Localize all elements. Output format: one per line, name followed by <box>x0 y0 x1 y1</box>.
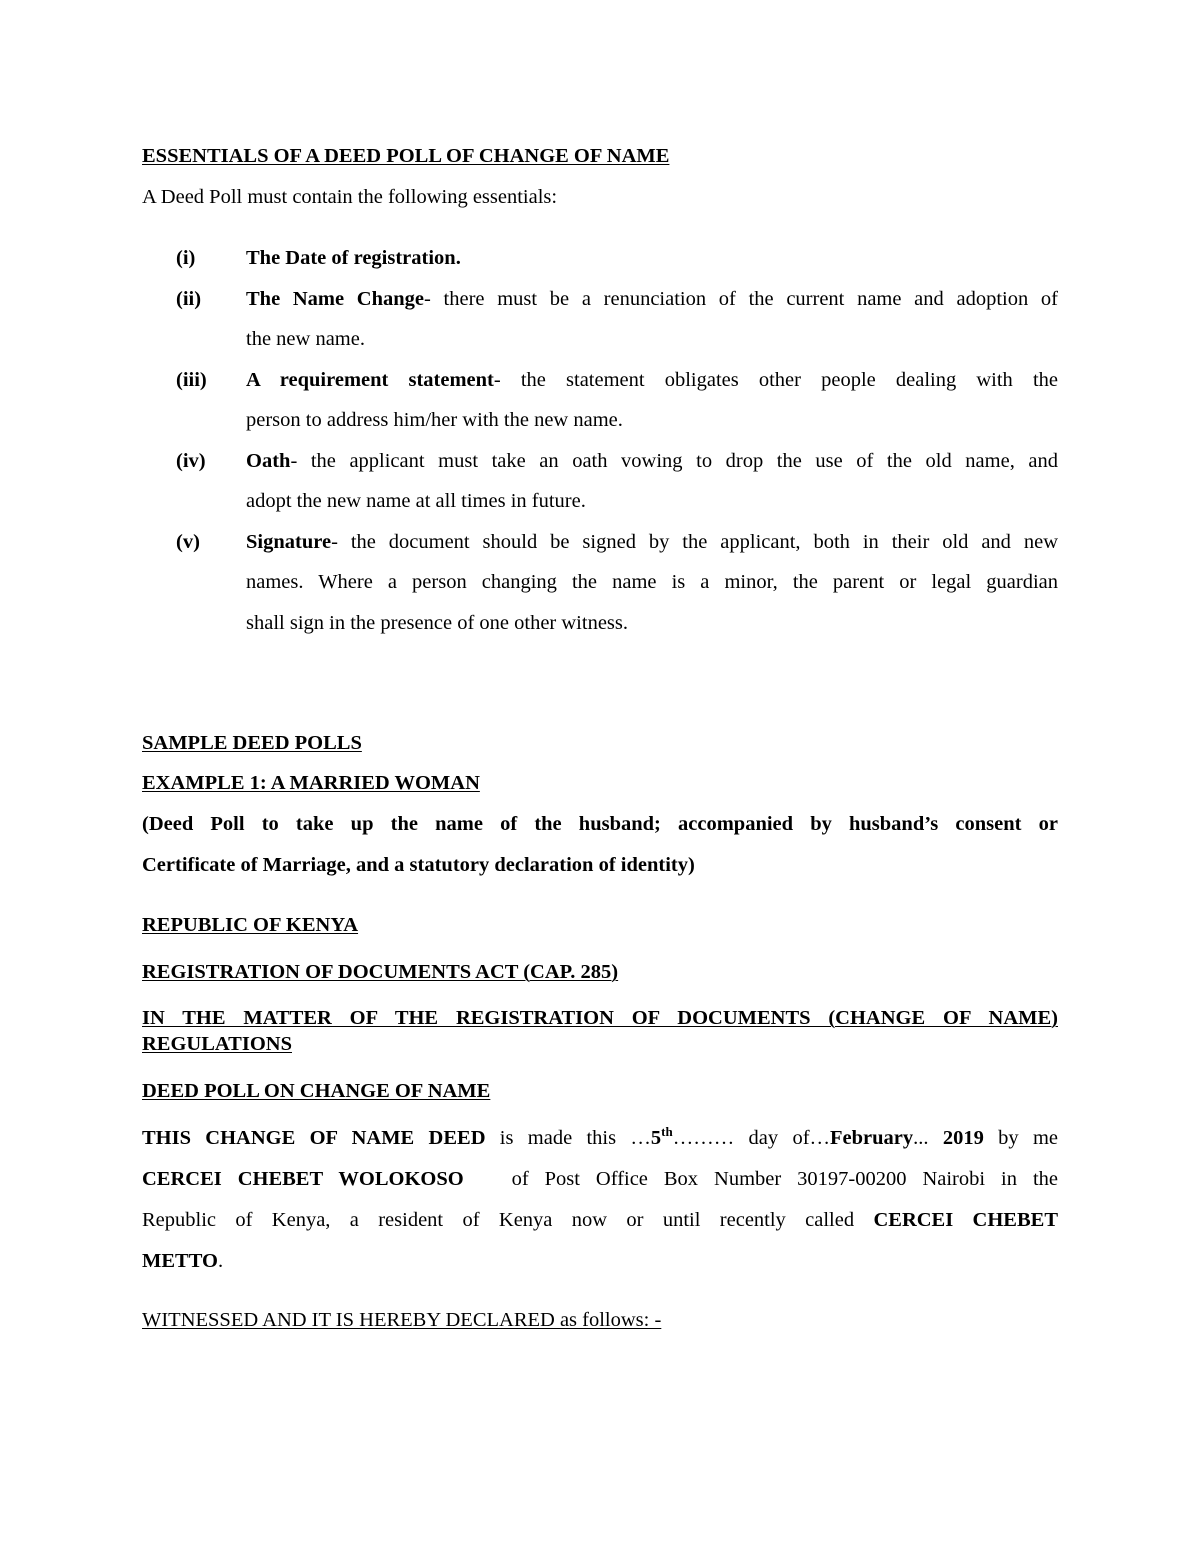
essentials-heading: ESSENTIALS OF A DEED POLL OF CHANGE OF NAME <box>142 145 670 167</box>
deed-paragraph-line <box>142 1209 1058 1232</box>
list-item-line <box>246 288 1058 311</box>
list-item-number: (iv) <box>176 450 206 472</box>
deed-text: ... <box>913 1127 943 1149</box>
deed-text: . <box>217 1250 224 1272</box>
example-note-line: Certificate of Marriage, and a statutory declaration of identity) <box>142 854 695 876</box>
deed-paragraph-line <box>142 1250 223 1273</box>
list-item-title: Oath <box>246 450 291 472</box>
deed-text: ……… day of… <box>672 1127 831 1149</box>
list-item-text: - the statement obligates other people dealing with the <box>493 369 1058 391</box>
list-item-line <box>246 369 1058 392</box>
deed-text: by me <box>983 1127 1059 1149</box>
witnessed-line: WITNESSED AND IT IS HEREBY DECLARED as follows: - <box>142 1309 662 1331</box>
list-item-title: The Name Change <box>246 288 425 310</box>
list-item-line <box>246 450 1058 473</box>
list-item-number: (i) <box>176 247 196 269</box>
deed-day: 5 <box>650 1127 662 1149</box>
list-item-line <box>246 531 1058 554</box>
deed-former-name: CERCEI CHEBET <box>873 1209 1059 1231</box>
act-heading: REGISTRATION OF DOCUMENTS ACT (CAP. 285) <box>142 961 619 983</box>
deed-year: 2019 <box>942 1127 984 1149</box>
essentials-intro: A Deed Poll must contain the following essentials: <box>142 186 558 208</box>
list-item-text: names. Where a person changing the name is a minor, the parent or legal guardian <box>246 571 1058 593</box>
deed-paragraph-line <box>142 1168 1058 1191</box>
list-item-title: Signature <box>246 531 332 553</box>
example-heading: EXAMPLE 1: A MARRIED WOMAN <box>142 772 480 794</box>
list-item-title: The Date of registration. <box>246 247 461 269</box>
list-item-number: (v) <box>176 531 200 553</box>
deed-current-name: CERCEI CHEBET WOLOKOSO <box>142 1168 464 1190</box>
deed-title: DEED POLL ON CHANGE OF NAME <box>142 1080 491 1102</box>
deed-paragraph-line <box>142 1124 1059 1150</box>
list-item-number: (ii) <box>176 288 202 310</box>
deed-former-name: METTO <box>142 1250 218 1272</box>
list-item-text: adopt the new name at all times in future. <box>246 490 586 512</box>
list-item-text: - there must be a renunciation of the current name and adoption of <box>424 288 1058 310</box>
example-note-line: (Deed Poll to take up the name of the husband; accompanied by husband’s consent or <box>142 813 1058 835</box>
list-item-text: person to address him/her with the new name. <box>246 409 623 431</box>
samples-heading: SAMPLE DEED POLLS <box>142 732 362 754</box>
list-item-text: shall sign in the presence of one other witness. <box>246 612 629 634</box>
matter-heading-line: REGULATIONS <box>142 1033 292 1055</box>
deed-bold-text: THIS CHANGE OF NAME DEED <box>142 1127 486 1149</box>
deed-text: of Post Office Box Number 30197-00200 Nairobi in the <box>511 1168 1059 1190</box>
matter-heading-line: IN THE MATTER OF THE REGISTRATION OF DOCUMENTS (CHANGE OF NAME) <box>142 1007 1058 1029</box>
list-item-number: (iii) <box>176 369 207 391</box>
list-item-title: A requirement statement <box>246 369 494 391</box>
list-item-text: the new name. <box>246 328 365 350</box>
deed-text: Republic of Kenya, a resident of Kenya now or until recently called <box>142 1209 855 1231</box>
deed-text: is made this … <box>485 1127 651 1149</box>
deed-month: February <box>830 1127 914 1149</box>
list-item-text: - the applicant must take an oath vowing to drop the use of the old name, and <box>290 450 1058 472</box>
deed-day-suffix: th <box>661 1124 673 1140</box>
republic-heading: REPUBLIC OF KENYA <box>142 914 359 936</box>
list-item-text: - the document should be signed by the applicant, both in their old and new <box>331 531 1058 553</box>
